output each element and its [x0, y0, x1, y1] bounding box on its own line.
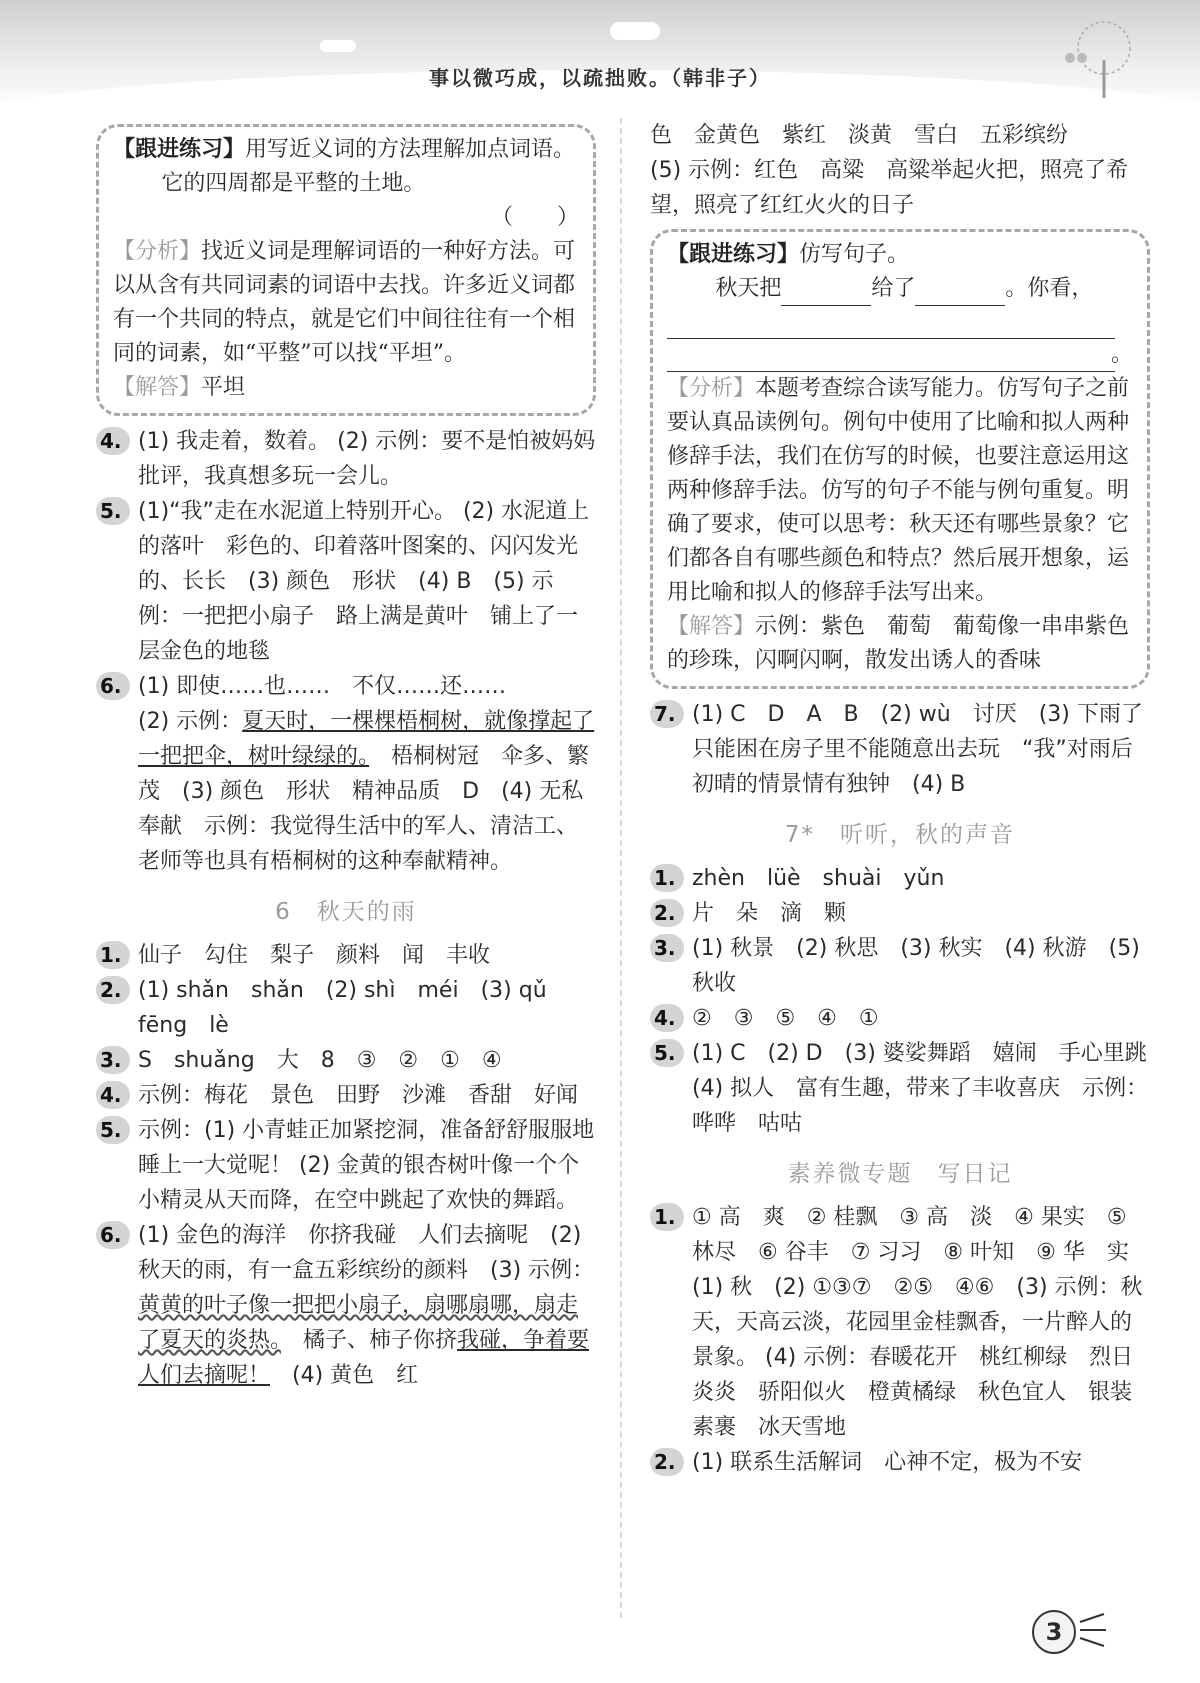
item-text: (2) 示例： [138, 709, 243, 734]
underlined-answer: 我碰，争着要人们去摘呢！ [138, 1328, 590, 1388]
fill-line [667, 306, 1115, 339]
item-number: 7. [650, 700, 684, 728]
page-header [0, 0, 1200, 110]
practice-box [96, 124, 596, 416]
section-title: 7* 听听，秋的声音 [784, 822, 1016, 848]
item-text: (1)“我”走在水泥道上特别开心。 (2) 水泥道上的落叶 彩色的、印着落叶图案的、闪闪发光的、长长 (3) 颜色 形状 (4) B (5) 示例：一把把小扇子 路上满是黄叶 铺上了一层金色的地毯 [138, 499, 590, 664]
practice-tag: 【跟进练习】 [667, 242, 800, 267]
section-title: 素养微专题 写日记 [787, 1161, 1013, 1187]
item-text: zhèn lüè shuài yǔn [692, 866, 945, 891]
item-number: 1. [650, 864, 684, 892]
answer-item [96, 1218, 596, 1393]
page-number: 3 [1032, 1610, 1076, 1654]
wavy-answer: 黄黄的叶子像一把把小扇子，扇哪扇哪，扇走了夏天的炎热。 [138, 1293, 579, 1353]
item-number: 4. [96, 427, 130, 455]
item-text: (1) C (2) D (3) 婆娑舞蹈 嬉闹 手心里跳 (4) 拟人 富有生趣，带来了丰收喜庆 示例：哗哗 咕咕 [692, 1041, 1169, 1136]
item-number: 4. [650, 1004, 684, 1032]
answer-item [650, 1200, 1150, 1445]
answer-item [96, 938, 596, 973]
item-text: ② ③ ⑤ ④ ① [692, 1006, 879, 1031]
item-number: 2. [650, 1448, 684, 1476]
left-column [96, 118, 596, 1393]
item-number: 2. [96, 976, 130, 1004]
item-number: 1. [650, 1203, 684, 1231]
practice-tag: 【跟进练习】 [113, 137, 246, 162]
analysis-tag: 【分析】 [113, 239, 202, 264]
item-text: (1) 联系生活解词 心神不定，极为不安 [692, 1450, 1083, 1475]
analysis-text: 找近义词是理解词语的一种好方法。可以从含有共同词素的词语中去找。许多近义词都有一个共同的特点，就是它们中间往往有一个相同的词素，如“平整”可以找“平坦”。 [113, 239, 576, 366]
right-column [650, 118, 1169, 1480]
item-text: (1) 秋景 (2) 秋思 (3) 秋实 (4) 秋游 (5) 秋收 [692, 936, 1140, 996]
answer-tag: 【解答】 [667, 614, 756, 639]
item-text: 梧桐树冠 伞多、繁茂 (3) 颜色 形状 精神品质 D (4) 无私奉献 示例：我觉得生活中的军人、清洁工、老师等也具有梧桐树的这种奉献精神。 [138, 744, 590, 874]
item-text: 仙子 勾住 梨子 颜料 闻 丰收 [138, 943, 491, 968]
motto: 事以微巧成，以疏拙败。（韩非子） [429, 66, 771, 90]
answer-item [650, 1036, 1169, 1141]
answer-paren: （ ） [490, 205, 579, 230]
fill-blank [915, 281, 1005, 306]
item-text: (1) 我走着，数着。 (2) 示例：要不是怕被妈妈批评，我真想多玩一会儿。 [138, 429, 596, 489]
analysis-tag: 【分析】 [667, 376, 756, 401]
item-text: (1) shǎn shǎn (2) shì méi (3) qǔ fēng lè [138, 978, 569, 1038]
item-text: 片 朵 滴 颗 [692, 901, 847, 926]
item-number: 1. [96, 941, 130, 969]
answer-item [96, 1078, 596, 1113]
sentence-part: 给了 [871, 276, 916, 301]
cloud-decoration [320, 40, 356, 52]
fill-line [667, 339, 1115, 372]
underlined-answer: 夏天时，一棵棵梧桐树，就像撑起了一把把伞，树叶绿绿的。 [138, 709, 595, 769]
answer-item [650, 931, 1150, 1001]
item-text: 示例：梅花 景色 田野 沙滩 香甜 好闻 [138, 1083, 579, 1108]
item-number: 5. [650, 1039, 684, 1067]
item-text: ① 高 爽 ② 桂飘 ③ 高 淡 ④ 果实 ⑤ 林尽 ⑥ 谷丰 ⑦ 习习 ⑧ 叶知 ⑨ 华 实 (1) 秋 (2) ①③⑦ ②⑤ ④⑥ (3) 示例：秋天，天高云淡，花园里金桂飘香，一片醉人的景象。 (4) 示例：春暖花开 桃红柳绿 烈日炎炎 骄阳似火 橙黄橘绿 秋色宜人 银装素裹 冰天雪地 [692, 1205, 1151, 1440]
section-title: 6 秋天的雨 [275, 899, 417, 925]
item-number: 6. [96, 672, 130, 700]
column-divider [620, 118, 622, 1618]
item-text: (4) 黄色 红 [270, 1363, 419, 1388]
item-text: (1) 即使……也…… 不仅……还…… [138, 674, 507, 699]
answer-text: 示例：紫色 葡萄 葡萄像一串串紫色的珍珠，闪啊闪啊，散发出诱人的香味 [667, 614, 1130, 673]
sentence-end: 。 [1110, 342, 1133, 367]
item-number: 5. [96, 497, 130, 525]
item-number: 4. [96, 1081, 130, 1109]
practice-prompt: 仿写句子。 [799, 242, 910, 267]
answer-item [96, 973, 596, 1043]
answer-item [650, 861, 1150, 896]
answer-item [650, 1001, 1150, 1036]
answer-item [650, 896, 1150, 931]
answer-item [650, 1445, 1150, 1480]
answer-text: 平坦 [201, 375, 246, 400]
item-number: 3. [96, 1046, 130, 1074]
item-text: S shuǎng 大 8 ③ ② ① ④ [138, 1048, 502, 1073]
sparkle-icon [1078, 1612, 1108, 1648]
continued-text: (5) 示例：红色 高粱 高粱举起火把，照亮了希望，照亮了红红火火的日子 [650, 158, 1129, 218]
practice-box [650, 229, 1150, 689]
answer-item [96, 669, 596, 879]
answer-item [650, 697, 1150, 802]
item-text: (1) 金色的海洋 你挤我碰 人们去摘呢 (2) 秋天的雨，有一盒五彩缤纷的颜料 (3) 示例： [138, 1223, 595, 1283]
item-text: 示例：(1) 小青蛙正加紧挖洞，准备舒舒服服地睡上一大觉呢！ (2) 金黄的银杏树叶像一个个小精灵从天而降，在空中跳起了欢快的舞蹈。 [138, 1118, 595, 1213]
fill-blank [781, 281, 871, 306]
item-text: (1) C D A B (2) wù 讨厌 (3) 下雨了只能困在房子里不能随意出去玩 “我”对雨后初晴的情景情有独钟 (4) B [692, 702, 1143, 797]
sentence-part: 秋天把 [715, 276, 782, 301]
cloud-decoration [610, 22, 660, 40]
practice-prompt: 用写近义词的方法理解加点词语。 [245, 137, 576, 162]
practice-sentence: 它的四周都是平整的土地。 [161, 171, 426, 196]
item-number: 3. [650, 934, 684, 962]
item-number: 2. [650, 899, 684, 927]
answer-item [96, 1043, 596, 1078]
answer-item [96, 1113, 596, 1218]
item-number: 6. [96, 1221, 130, 1249]
item-number: 5. [96, 1116, 130, 1144]
analysis-text: 本题考查综合读写能力。仿写句子之前要认真品读例句。例句中使用了比喻和拟人两种修辞手法，我们在仿写的时候，也要注意运用这两种修辞手法。仿写的句子不能与例句重复。明确了要求，使可以思考：秋天还有哪些景象？它们都各自有哪些颜色和特点？然后展开想象，运用比喻和拟人的修辞手法写出来。 [667, 376, 1130, 605]
answer-item [96, 424, 596, 494]
item-text: 橘子、柿子你挤 [281, 1328, 458, 1353]
continued-text: 色 金黄色 紫红 淡黄 雪白 五彩缤纷 [650, 123, 1069, 148]
sentence-part: 。你看， [1005, 276, 1094, 301]
answer-tag: 【解答】 [113, 375, 202, 400]
answer-item [96, 494, 596, 669]
